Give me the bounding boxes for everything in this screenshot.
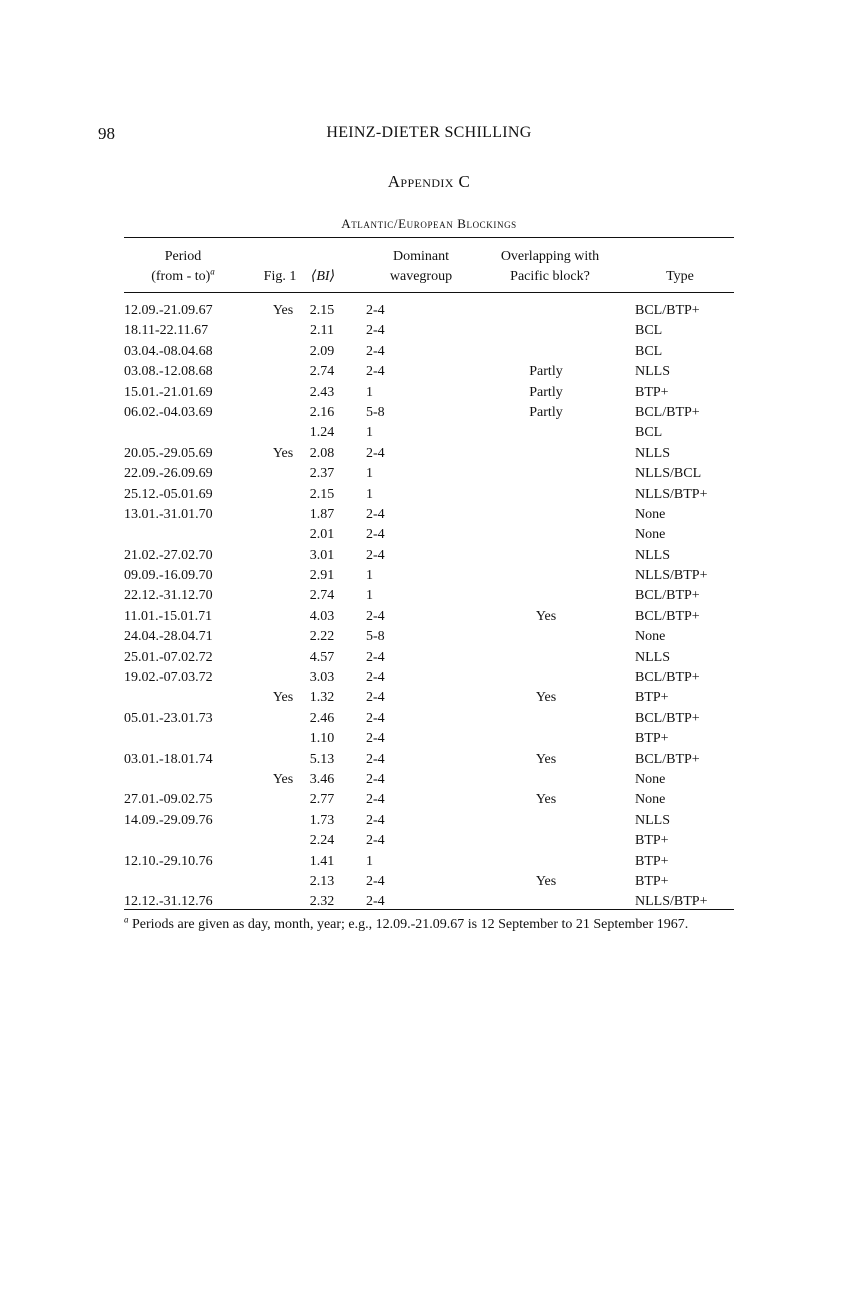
cell-wavegroup: 2-4 [366, 445, 385, 461]
cell-period: 22.12.-31.12.70 [124, 588, 213, 604]
table-title: Atlantic/European Blockings [341, 216, 517, 231]
table-row [124, 586, 734, 606]
cell-bi: 2.32 [309, 894, 335, 910]
cell-bi: 5.13 [309, 751, 335, 767]
cell-type: NLLS [635, 364, 670, 380]
cell-fig: Yes [272, 771, 294, 787]
cell-bi: 2.22 [309, 629, 335, 645]
cell-type: NLLS [635, 547, 670, 563]
cell-wavegroup: 2-4 [366, 751, 385, 767]
cell-bi: 2.09 [309, 343, 335, 359]
table-row [124, 383, 734, 403]
cell-fig: Yes [272, 303, 294, 318]
cell-period: 03.08.-12.08.68 [124, 364, 213, 380]
cell-type: None [635, 792, 666, 808]
cell-bi: 2.74 [309, 364, 335, 380]
cell-type: BCL/BTP+ [635, 303, 700, 318]
appendix-title: Appendix C [387, 172, 471, 191]
cell-period: 09.09.-16.09.70 [124, 568, 213, 584]
footnote-text: Periods are given as day, month, year; e.g., 12.09.-21.09.67 is 12 September to 21 September 1967. [128, 917, 689, 932]
running-head: HEINZ-DIETER SCHILLING [326, 124, 532, 141]
column-header-wavegroup-line2: wavegroup [389, 269, 453, 284]
cell-wavegroup: 2-4 [366, 608, 385, 624]
table-row [124, 546, 734, 566]
cell-wavegroup: 2-4 [366, 771, 385, 787]
cell-period: 11.01.-15.01.71 [124, 608, 213, 624]
cell-wavegroup: 2-4 [366, 364, 385, 380]
cell-type: BCL [635, 323, 663, 339]
cell-bi: 2.91 [309, 568, 335, 584]
table-row [124, 321, 734, 341]
cell-period: 25.01.-07.02.72 [124, 649, 213, 665]
cell-wavegroup: 2-4 [366, 343, 385, 359]
cell-wavegroup: 2-4 [366, 894, 385, 910]
cell-period: 13.01.-31.01.70 [124, 506, 213, 522]
cell-type: BTP+ [635, 853, 669, 869]
table-row [124, 566, 734, 586]
cell-overlap: Yes [535, 690, 557, 706]
cell-overlap: Partly [529, 404, 563, 420]
cell-wavegroup: 1 [366, 486, 373, 502]
cell-wavegroup: 2-4 [366, 506, 385, 522]
column-header-wavegroup-line1: Dominant [393, 249, 449, 264]
cell-type: None [635, 771, 666, 787]
cell-period: 03.04.-08.04.68 [124, 343, 213, 359]
cell-bi: 2.15 [309, 486, 335, 502]
table-row [124, 444, 734, 464]
cell-period: 06.02.-04.03.69 [124, 404, 213, 420]
cell-period: 14.09.-29.09.76 [124, 812, 213, 828]
cell-type: BCL/BTP+ [635, 608, 700, 624]
cell-bi: 1.10 [309, 731, 335, 747]
cell-period: 19.02.-07.03.72 [124, 670, 213, 686]
cell-bi: 4.57 [309, 649, 335, 665]
cell-bi: 2.11 [310, 323, 334, 339]
cell-period: 22.09.-26.09.69 [124, 466, 213, 482]
column-header-bi: ⟨BI⟩ [310, 269, 336, 284]
cell-overlap: Partly [529, 384, 563, 400]
column-header-overlap [480, 247, 620, 287]
cell-wavegroup: 2-4 [366, 873, 385, 889]
column-header-period-text: (from - to) [151, 269, 211, 284]
table-row [124, 668, 734, 688]
footnote-marker: a [124, 914, 129, 925]
table-row [124, 485, 734, 505]
cell-type: None [635, 629, 666, 645]
cell-bi: 1.73 [309, 812, 335, 828]
cell-type: NLLS/BTP+ [635, 568, 708, 584]
table-row [124, 811, 734, 831]
cell-wavegroup: 5-8 [366, 404, 385, 420]
cell-wavegroup: 2-4 [366, 303, 385, 318]
cell-period: 03.01.-18.01.74 [124, 751, 213, 767]
cell-type: BCL/BTP+ [635, 751, 700, 767]
table-row [124, 709, 734, 729]
table-row [124, 464, 734, 484]
cell-bi: 2.46 [309, 710, 335, 726]
cell-type: NLLS/BCL [635, 466, 702, 482]
table-rule-top [124, 237, 734, 238]
table-row [124, 423, 734, 443]
cell-type: BCL/BTP+ [635, 670, 700, 686]
cell-type: BTP+ [635, 833, 669, 849]
cell-type: BTP+ [635, 690, 669, 706]
cell-wavegroup: 2-4 [366, 690, 385, 706]
cell-period: 05.01.-23.01.73 [124, 710, 213, 726]
cell-bi: 2.16 [309, 404, 335, 420]
cell-type: BCL [635, 425, 663, 441]
cell-type: NLLS [635, 445, 670, 461]
table-row [124, 362, 734, 382]
cell-overlap: Yes [535, 792, 557, 808]
cell-wavegroup: 2-4 [366, 792, 385, 808]
cell-bi: 2.43 [309, 384, 335, 400]
cell-type: BTP+ [635, 873, 669, 889]
cell-bi: 1.32 [309, 690, 335, 706]
cell-period: 12.09.-21.09.67 [124, 303, 213, 318]
cell-wavegroup: 2-4 [366, 547, 385, 563]
cell-wavegroup: 2-4 [366, 670, 385, 686]
cell-bi: 2.13 [309, 873, 335, 889]
cell-type: None [635, 527, 666, 543]
cell-type: BTP+ [635, 384, 669, 400]
cell-wavegroup: 2-4 [366, 323, 385, 339]
cell-bi: 2.24 [309, 833, 335, 849]
cell-wavegroup: 1 [366, 853, 373, 869]
cell-type: BCL/BTP+ [635, 588, 700, 604]
column-header-fig: Fig. 1 [263, 269, 297, 284]
cell-overlap: Yes [535, 873, 557, 889]
cell-bi: 1.87 [309, 506, 335, 522]
cell-wavegroup: 1 [366, 425, 373, 441]
cell-type: None [635, 506, 666, 522]
footnote-marker-ref: a [210, 266, 215, 277]
cell-bi: 3.03 [309, 670, 335, 686]
cell-bi: 2.15 [309, 303, 335, 318]
cell-period: 12.10.-29.10.76 [124, 853, 213, 869]
table-rule-bottom [124, 909, 734, 910]
cell-overlap: Yes [535, 608, 557, 624]
table-row [124, 790, 734, 810]
table-row [124, 852, 734, 872]
cell-wavegroup: 2-4 [366, 527, 385, 543]
cell-type: BCL/BTP+ [635, 404, 700, 420]
cell-bi: 2.08 [309, 445, 335, 461]
cell-bi: 2.74 [309, 588, 335, 604]
cell-wavegroup: 1 [366, 588, 373, 604]
table-rule-mid [124, 292, 734, 293]
cell-bi: 4.03 [309, 608, 335, 624]
column-header-type: Type [666, 269, 694, 284]
cell-type: NLLS [635, 649, 670, 665]
column-header-overlap-line1: Overlapping with [500, 249, 600, 264]
cell-wavegroup: 1 [366, 568, 373, 584]
cell-type: BCL [635, 343, 663, 359]
cell-fig: Yes [272, 445, 294, 461]
table-row [124, 770, 734, 790]
cell-wavegroup: 2-4 [366, 731, 385, 747]
table-row [124, 342, 734, 362]
table-row [124, 729, 734, 749]
cell-period: 21.02.-27.02.70 [124, 547, 213, 563]
cell-bi: 3.46 [309, 771, 335, 787]
cell-wavegroup: 2-4 [366, 812, 385, 828]
cell-bi: 2.77 [309, 792, 335, 808]
cell-bi: 1.24 [309, 425, 335, 441]
table-row [124, 872, 734, 892]
cell-period: 20.05.-29.05.69 [124, 445, 213, 461]
table-row [124, 525, 734, 545]
cell-bi: 1.41 [309, 853, 335, 869]
table-row [124, 750, 734, 770]
column-header-wavegroup [372, 247, 470, 287]
cell-wavegroup: 2-4 [366, 649, 385, 665]
cell-period: 25.12.-05.01.69 [124, 486, 213, 502]
cell-type: NLLS/BTP+ [635, 486, 708, 502]
table-body [124, 301, 734, 913]
table-row [124, 301, 734, 321]
cell-type: BCL/BTP+ [635, 710, 700, 726]
table-row [124, 688, 734, 708]
table-row [124, 403, 734, 423]
cell-type: NLLS [635, 812, 670, 828]
cell-overlap: Yes [535, 751, 557, 767]
column-header-period-line2 [124, 267, 242, 287]
cell-wavegroup: 2-4 [366, 710, 385, 726]
page-number: 98 [98, 124, 115, 143]
footnote [124, 914, 736, 935]
cell-wavegroup: 2-4 [366, 833, 385, 849]
cell-period: 18.11-22.11.67 [124, 323, 209, 339]
cell-fig: Yes [272, 690, 294, 706]
column-header-overlap-line2: Pacific block? [510, 269, 590, 284]
cell-bi: 2.37 [309, 466, 335, 482]
table-row [124, 505, 734, 525]
cell-wavegroup: 1 [366, 384, 373, 400]
cell-bi: 3.01 [309, 547, 335, 563]
column-header-period-line1: Period [164, 249, 202, 264]
cell-wavegroup: 5-8 [366, 629, 385, 645]
table-row [124, 627, 734, 647]
table-row [124, 607, 734, 627]
column-header-period [124, 247, 242, 287]
table-row [124, 831, 734, 851]
table-row [124, 648, 734, 668]
cell-bi: 2.01 [309, 527, 335, 543]
cell-period: 27.01.-09.02.75 [124, 792, 213, 808]
cell-period: 24.04.-28.04.71 [124, 629, 213, 645]
cell-period: 12.12.-31.12.76 [124, 894, 213, 910]
cell-wavegroup: 1 [366, 466, 373, 482]
cell-period: 15.01.-21.01.69 [124, 384, 213, 400]
cell-overlap: Partly [529, 364, 563, 380]
cell-type: NLLS/BTP+ [635, 894, 708, 910]
cell-type: BTP+ [635, 731, 669, 747]
